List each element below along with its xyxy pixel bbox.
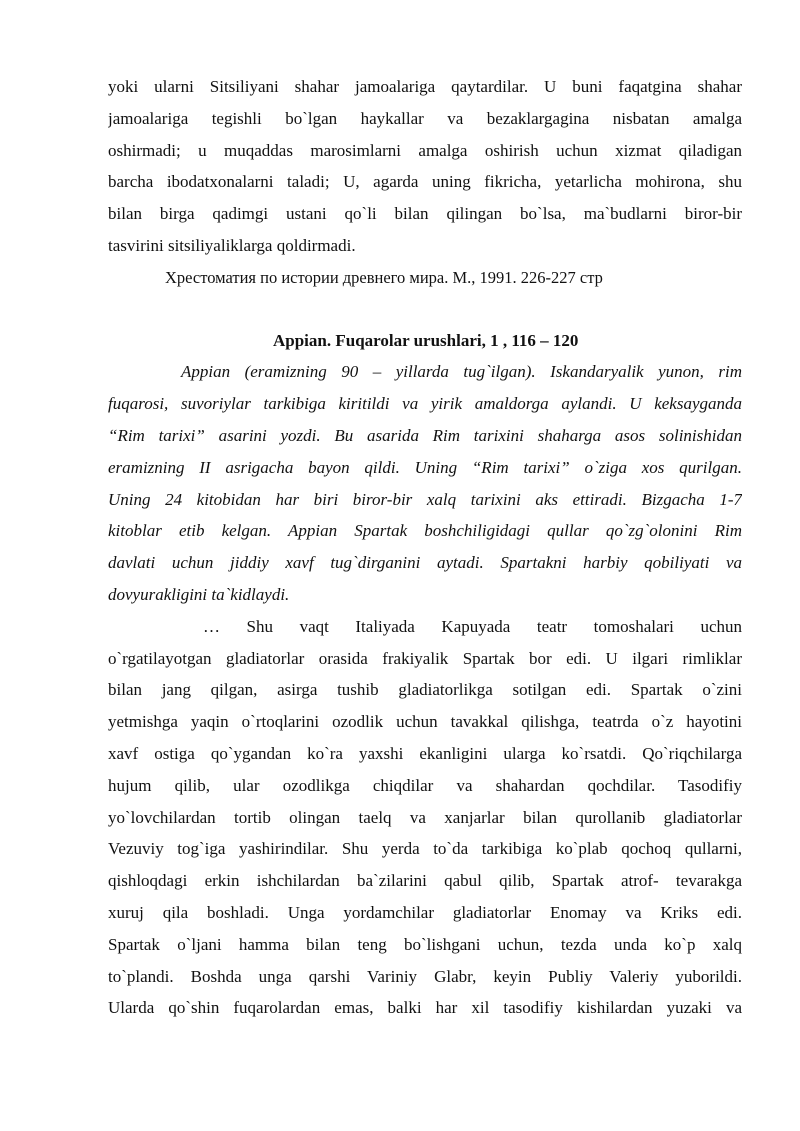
text-line: Appian (eramizning 90 – yillarda tug`ilgan). Iskandaryalik yunon, rim	[181, 362, 742, 382]
text-line: tasvirini sitsiliyaliklarga qoldirmadi.	[108, 235, 356, 255]
paragraph-sicily	[108, 71, 742, 262]
intro-paragraph	[108, 356, 742, 610]
text-line: “Rim tarixi” asarini yozdi. Bu asarida Rim tarixini shaharga asos solinishidan	[108, 425, 742, 445]
text-line: eramizning II asrigacha bayon qildi. Uning “Rim tarixi” o`ziga xos qurilgan.	[108, 457, 742, 477]
text-line: o`rgatilayotgan gladiatorlar orasida frakiyalik Spartak bor edi. U ilgari rimliklar	[108, 648, 742, 668]
text-line: Spartak o`ljani hamma bilan teng bo`lishgani uchun, tezda unda ko`p xalq	[108, 934, 742, 954]
text-line: yoki ularni Sitsiliyani shahar jamoalariga qaytardilar. U buni faqatgina shahar	[108, 77, 742, 96]
text-line: fuqarosi, suvoriylar tarkibiga kiritildi va yirik amaldorga aylandi. U keksayganda	[108, 394, 742, 414]
text-line: to`plandi. Boshda unga qarshi Variniy Glabr, keyin Publiy Valeriy yuborildi.	[108, 966, 742, 986]
document-page	[108, 71, 742, 1024]
text-line: qishloqdagi erkin ishchilardan ba`zilarini qabul qilib, Spartak atrof- tevarakga	[108, 871, 742, 891]
text-line: kitoblar etib kelgan. Appian Spartak boshchiligidagi qullar qo`zg`olonini Rim	[108, 521, 742, 541]
text-line: … Shu vaqt Italiyada Kapuyada teatr tomoshalari uchun	[203, 616, 742, 636]
text-line: bilan jang qilgan, asirga tushib gladiatorlikga sotilgan edi. Spartak o`zini	[108, 680, 742, 700]
text-line: dovyurakligini ta`kidlaydi.	[108, 584, 290, 604]
text-line: hujum qilib, ular ozodlikga chiqdilar va shahardan qochdilar. Tasodifiy	[108, 775, 742, 795]
section-heading: Appian. Fuqarolar urushlari, 1 , 116 – 120	[273, 330, 579, 350]
text-line: bilan birga qadimgi ustani qo`li bilan qilingan bo`lsa, ma`budlarni biror-bir	[108, 204, 742, 224]
spartacus-paragraph	[108, 611, 742, 1024]
text-line: xuruj qila boshladi. Unga yordamchilar gladiatorlar Enomay va Kriks edi.	[108, 902, 742, 922]
text-line: xavf ostiga qo`ygandan ko`ra yaxshi ekanligini ularga ko`rsatdi. Qo`riqchilarga	[108, 743, 742, 763]
text-line: yetmishga yaqin o`rtoqlarini ozodlik uchun tavakkal qilishga, teatrda o`z hayotini	[108, 712, 742, 732]
text-line: jamoalariga tegishli bo`lgan haykallar va bezaklargagina nisbatan amalga	[108, 108, 742, 128]
text-line: Ularda qo`shin fuqarolardan emas, balki har xil tasodifiy kishilardan yuzaki va	[108, 998, 742, 1018]
text-line: oshirmadi; u muqaddas marosimlarni amalga oshirish uchun xizmat qiladigan	[108, 140, 742, 160]
text-line: davlati uchun jiddiy xavf tug`dirganini aytadi. Spartakni harbiy qobiliyati va	[108, 553, 742, 573]
blank-space	[108, 294, 742, 325]
text-line: Vezuviy tog`iga yashirindilar. Shu yerda to`da tarkibiga ko`plab qochoq qullarni,	[108, 839, 742, 859]
text-line: barcha ibodatxonalarni taladi; U, agarda uning fikricha, yetarlicha mohirona, shu	[108, 172, 742, 192]
text-line: yo`lovchilardan tortib olingan taelq va xanjarlar bilan qurollanib gladiatorlar	[108, 807, 742, 827]
source-citation: Хрестоматия по истории древнего мира. М., 1991. 226-227 стр	[165, 267, 603, 287]
text-line: Uning 24 kitobidan har biri biror-bir xalq tarixini aks ettiradi. Bizgacha 1-7	[108, 489, 742, 509]
